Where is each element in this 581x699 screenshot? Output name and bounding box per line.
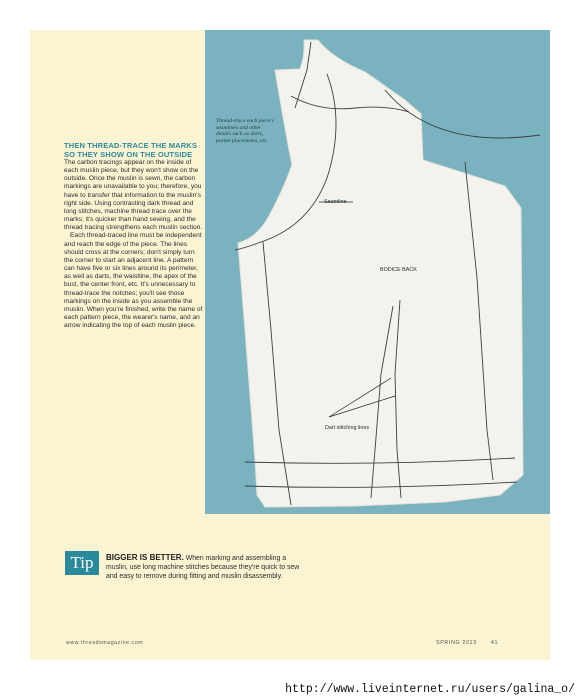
photo-caption: Thread-trace each piece's seamlines and other details such as darts, pocket placements, etc. [216,118,274,144]
tip-text [106,553,306,582]
footer-issue: SPRING 2013 [436,640,477,646]
muslin-fabric [238,40,523,507]
footer-issue-info [436,640,498,646]
tip-body: When marking and assembling a muslin, use long machine stitches because they're quick to sew and easy to remove during fitting and muslin disassembly. [106,555,300,581]
watermark-url: http://www.liveinternet.ru/users/galina_o/ [285,683,575,696]
seamline-label: Seamline [324,199,347,205]
article-heading: THEN THREAD-TRACE THE MARKS SO THEY SHOW ON THE OUTSIDE [64,141,198,159]
tip-badge: Tip [65,551,99,575]
bodice-back-illustration [205,30,550,514]
footer-page-number: 41 [490,640,499,646]
muslin-photo [205,30,550,514]
article-paragraph: The carbon tracings appear on the inside of each muslin piece, but they won't show on the outside. Once the muslin is sewn, the carbon markings are unavailable to you; therefore, you have to transfer that information to the muslin's right side. Using contrasting dark thread and long stitches, machine thread trace over the marks; it's quicker than hand sewing, and the thread tracing strengthens each muslin section. [64,159,203,232]
tip-title: BIGGER IS BETTER. [106,553,184,562]
dart-lines-label: Dart stitching lines [325,425,370,431]
bodice-back-label: BODICE BACK [380,267,417,273]
article-paragraph: Each thread-traced line must be independent and reach the edge of the piece. The lines should cross at the corners; don't simply turn the corner to start an adjacent line. A pattern can have five or six lines around its perimeter, as well as darts, the waistline, the apex of the bust, the center front, etc. It's unnecessary to thread-trace the notches; you'll see those markings on the inside as you assemble the muslin. When you're finished, write the name of each pattern piece, the wearer's name, and an arrow indicating the top of each muslin piece. [64,232,203,330]
footer-website: www.threadsmagazine.com [66,640,144,646]
article-body [64,159,204,330]
